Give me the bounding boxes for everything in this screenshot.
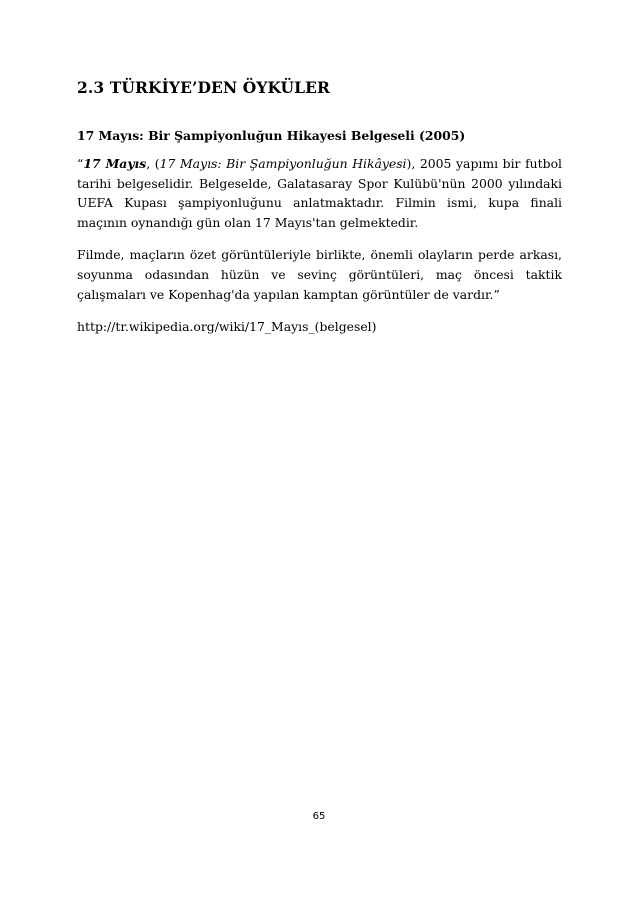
section-title: 2.3 TÜRKİYE’DEN ÖYKÜLER xyxy=(77,78,331,97)
paragraph-intro xyxy=(77,154,562,232)
page-content xyxy=(77,76,562,337)
page-number: 65 xyxy=(312,811,326,822)
paragraph-intro-text: ), 2005 yapımı bir futbol tarihi belgeselidir. Belgeselde, Galatasaray Spor Kulübü'nün 2000 yılındaki UEFA Kupası şampiyonluğunu anlatmaktadır. Filmin ismi, kupa finali maçının oynandığı gün olan 17 Mayıs'tan gelmektedir. xyxy=(77,156,562,230)
separator-text: , ( xyxy=(146,156,160,171)
documentary-heading: 17 Mayıs: Bir Şampiyonluğun Hikayesi Belgeseli (2005) xyxy=(77,128,466,143)
paragraph-content: Filmde, maçların özet görüntüleriyle birlikte, önemli olayların perde arkası, soyunma odasından hüzün ve sevinç görüntüleri, maç öncesi taktik çalışmaları ve Kopenhag'da yapılan kamptan görüntüler de vardır.” xyxy=(77,247,562,302)
source-link[interactable]: http://tr.wikipedia.org/wiki/17_Mayıs_(belgesel) xyxy=(77,319,377,335)
film-alternate-title: 17 Mayıs: Bir Şampiyonluğun Hikâyesi xyxy=(159,156,407,171)
film-title-emphasis: 17 Mayıs xyxy=(83,156,147,171)
open-quote: “ xyxy=(77,156,84,171)
